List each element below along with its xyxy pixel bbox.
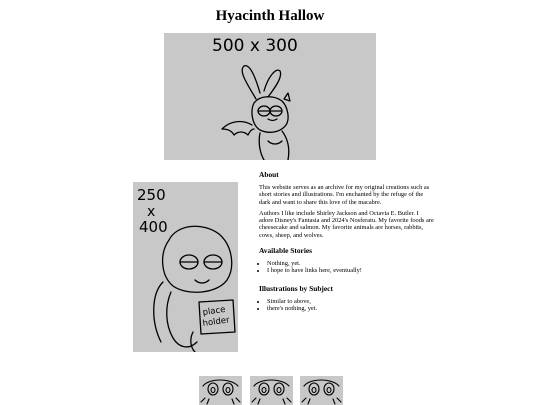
main-content [259, 170, 434, 318]
character-sketch-icon [250, 376, 293, 405]
about-heading: About [259, 170, 279, 179]
stories-heading: Available Stories [259, 246, 313, 256]
thumbnail-3[interactable] [300, 376, 343, 405]
character-sketch-icon [199, 376, 242, 405]
illustrations-heading: Illustrations by Subject [259, 283, 333, 293]
site-title: Hyacinth Hallow [215, 8, 325, 24]
character-sketch-icon [154, 226, 235, 352]
portrait-dim-line1: 250 [137, 186, 166, 204]
list-item: • there's nothing, yet. [267, 305, 434, 312]
portrait-dim-line3: 400 [139, 218, 168, 236]
about-paragraph-1: This website serves as an archive for my original creations such as short stories and illustrations. I'm enchanted by the refuge of the dark and want to share this love of the macabre. [259, 184, 430, 206]
thumbnail-2[interactable] [250, 376, 293, 405]
sign-text-line2: holder [202, 315, 231, 329]
stories-list [259, 260, 434, 275]
portrait-image [133, 182, 238, 352]
thumbnail-1[interactable] [199, 376, 242, 405]
list-item: • Nothing, yet. [267, 260, 434, 267]
portrait-dim-line2: x [147, 204, 156, 220]
sign-text-line1: place [202, 304, 227, 318]
list-item: • I hope to have links here, eventually! [267, 267, 434, 274]
banner-placeholder-text: 500 x 300 [212, 36, 298, 56]
character-sketch-icon [222, 66, 290, 160]
banner-image [164, 33, 376, 160]
thumbnail-strip [199, 376, 344, 405]
illustrations-list [259, 298, 434, 313]
character-sketch-icon [300, 376, 343, 405]
about-paragraph-2: Authors I like include Shirley Jackson and Octavia E. Butler. I adore Disney's Fantasia and 2024's Nosferatu. My favorite foods are cheesecake and salmon. My favorite animals are horses, rabbits, cows, sheep, and wolves. [259, 209, 434, 239]
list-item: • Similar to above, [267, 298, 434, 305]
